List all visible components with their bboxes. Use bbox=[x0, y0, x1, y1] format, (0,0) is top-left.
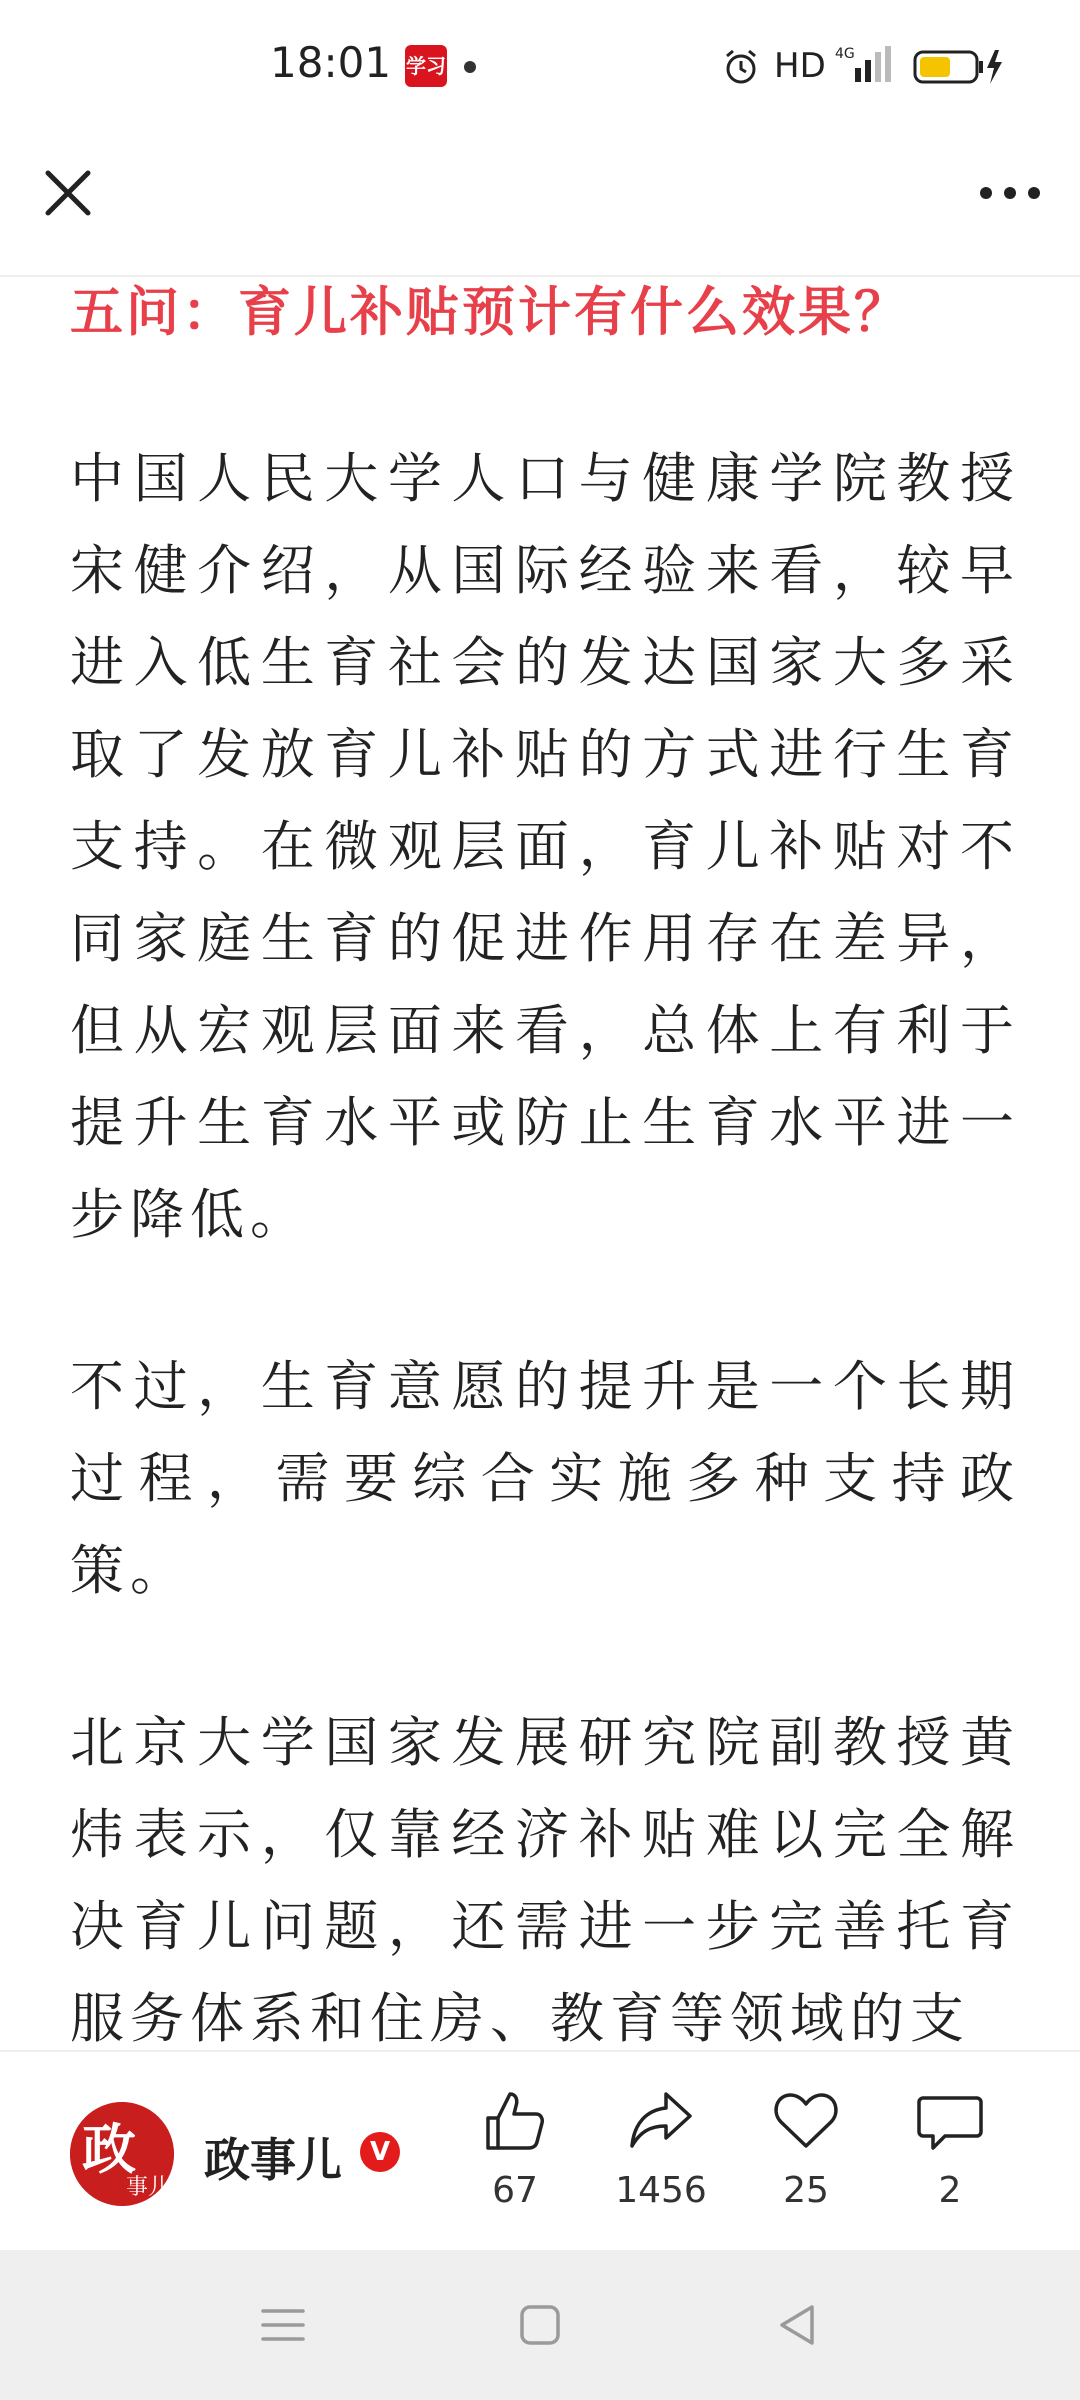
share-arrow-icon bbox=[626, 2086, 696, 2156]
share-button[interactable] bbox=[596, 2086, 726, 2226]
system-nav-bar bbox=[0, 2250, 1080, 2400]
home-square-icon[interactable] bbox=[510, 2295, 570, 2355]
favorite-button[interactable] bbox=[741, 2086, 871, 2226]
comment-button[interactable] bbox=[885, 2086, 1015, 2226]
battery-icon bbox=[913, 48, 1005, 86]
author-name[interactable]: 政事儿 bbox=[204, 2133, 342, 2187]
thumbs-up-icon bbox=[480, 2086, 550, 2156]
heart-icon bbox=[771, 2086, 841, 2156]
signal-icon bbox=[833, 44, 893, 86]
bottom-action-bar bbox=[0, 2050, 1080, 2252]
menu-icon[interactable] bbox=[253, 2295, 313, 2355]
section-heading: 五问：育儿补贴预计有什么效果？ bbox=[70, 282, 910, 343]
comment-count: 2 bbox=[938, 2170, 962, 2211]
like-count: 67 bbox=[492, 2170, 538, 2211]
like-button[interactable] bbox=[450, 2086, 580, 2226]
back-triangle-icon[interactable] bbox=[768, 2295, 828, 2355]
alarm-icon bbox=[722, 48, 760, 86]
author-avatar[interactable] bbox=[70, 2102, 174, 2206]
avatar-main-char: 政 bbox=[82, 2117, 136, 2181]
more-dots-icon[interactable] bbox=[970, 161, 1050, 225]
share-count: 1456 bbox=[615, 2170, 707, 2211]
verified-badge: V bbox=[360, 2132, 400, 2172]
top-bar bbox=[0, 135, 1080, 277]
article-paragraph-1: 中国人民大学人口与健康学院教授宋健介绍，从国际经验来看，较早进入低生育社会的发达国家大多采取了发放育儿补贴的方式进行生育支持。在微观层面，育儿补贴对不同家庭生育的促进作用存在差异，但从宏观层面来看，总体上有利于提升生育水平或防止生育水平进一步降低。 bbox=[70, 447, 1020, 1246]
article-content bbox=[70, 277, 1020, 2050]
status-bar bbox=[0, 0, 1080, 135]
close-icon[interactable] bbox=[36, 161, 100, 225]
notification-dot-icon bbox=[464, 61, 476, 73]
signal-label: 4G bbox=[835, 46, 855, 62]
favorite-count: 25 bbox=[783, 2170, 829, 2211]
article-paragraph-3: 北京大学国家发展研究院副教授黄炜表示，仅靠经济补贴难以完全解决育儿问题，还需进一步完善托育服务体系和住房、教育等领域的支 bbox=[70, 1711, 1020, 2050]
article-paragraph-2: 不过，生育意愿的提升是一个长期过程，需要综合实施多种支持政策。 bbox=[70, 1355, 1020, 1602]
hd-label: HD bbox=[774, 46, 826, 86]
xuexi-app-icon: 学习 bbox=[405, 45, 447, 87]
comment-bubble-icon bbox=[915, 2086, 985, 2156]
status-time: 18:01 bbox=[270, 38, 392, 87]
avatar-sub-chars: 事儿 bbox=[126, 2175, 171, 2200]
